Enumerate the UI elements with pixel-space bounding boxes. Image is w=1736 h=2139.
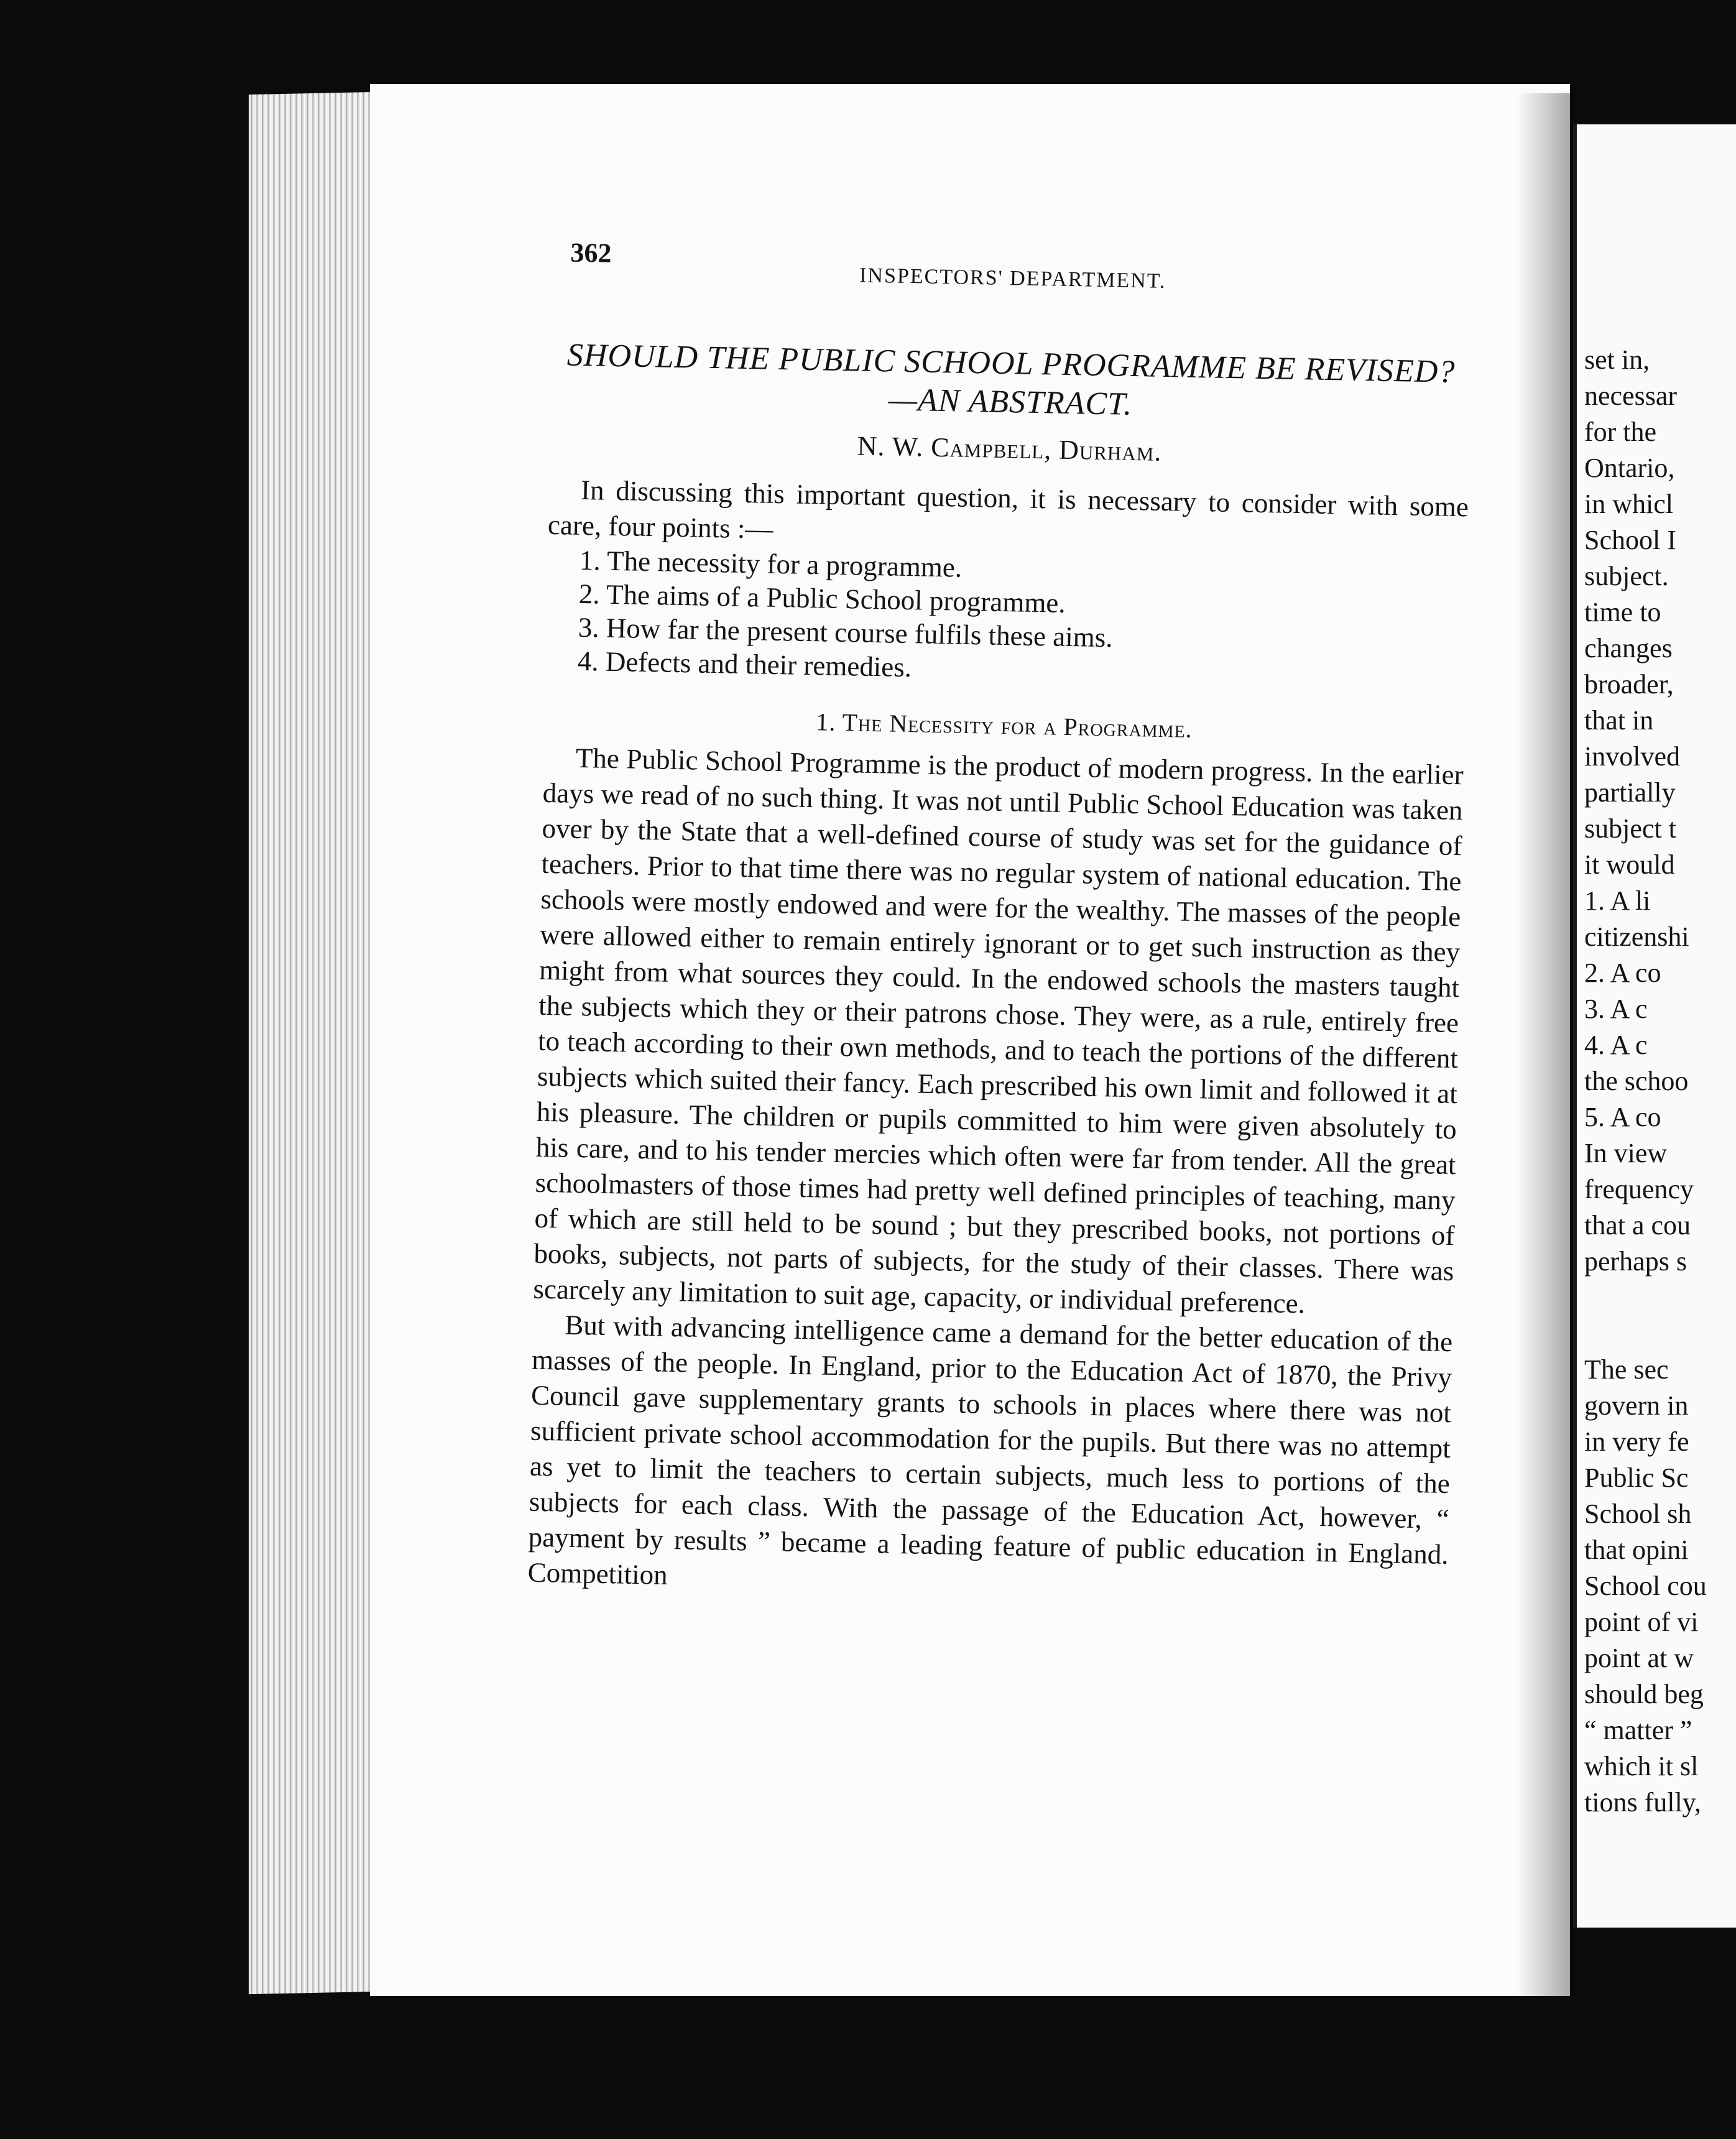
fragment-line: Public Sc [1584,1462,1689,1493]
point-item: 3. How far the present course fulfils these aims. [578,611,1114,654]
fragment-line: for the [1584,417,1657,447]
fragment-line: 5. A co [1584,1102,1661,1132]
right-page [1573,124,1736,1928]
fragment-line: which it sl [1584,1751,1699,1781]
fragment-line: tions fully, [1584,1787,1701,1818]
fragment-line: 4. A c [1584,1030,1648,1060]
fragment-line [1584,1280,1736,1316]
title-line-1: SHOULD THE PUBLIC SCHOOL PROGRAMME BE REVISED? [566,337,1456,390]
title-line-2: —AN ABSTRACT. [888,382,1133,422]
page-content [527,236,1474,1608]
fragment-line: point of vi [1584,1607,1699,1637]
fragment-line: the schoo [1584,1066,1689,1096]
point-item: 2. The aims of a Public School programme. [578,578,1066,619]
fragment-line: School cou [1584,1571,1707,1601]
author-name: N. W. Campbell, Durham. [857,430,1162,467]
fragment-line: partially [1584,777,1676,808]
fragment-line: time to [1584,597,1661,627]
body-paragraph: The Public School Programme is the product of modern progress. In the earlier days we read of no such thing. It was not until Public School Education was taken over by the State that a well-defined course of study was set for the guidance of teachers. Prior to that time there was no regular system of national education. The schools were mostly endowed and were for the wealthy. The masses of the people were allowed either to remain entirely ignorant or to get such instruction as they might from what sources they could. In the endowed schools the masters taught the subjects which they or their patrons chose. They were, as a rule, entirely free to teach according to their own methods, and to teach the portions of the different subjects which suited their fancy. Each prescribed his own limit and followed it at his pleasure. The children or pupils committed to him were given absolutely to his care, and to his tender mercies which often were far from tender. All the great schoolmasters of those times had pretty well defined principles of teaching, many of which are still held to be sound ; but they prescribed books, not portions of books, subjects, not parts of subjects, for the study of their classes. There was scarcely any limitation to suit age, capacity, or individual preference. [533,742,1464,1319]
running-head: INSPECTORS' DEPARTMENT. [859,264,1166,293]
fragment-line: subject. [1584,561,1669,591]
fragment-line: changes [1584,633,1673,663]
fragment-line: 3. A c [1584,994,1648,1024]
fragment-line: should beg [1584,1679,1704,1709]
fragment-line: Ontario, [1584,453,1675,483]
fragment-line: broader, [1584,669,1674,700]
fragment-line: that in [1584,705,1654,736]
intro-paragraph: In discussing this important question, it is necessary to consider with some care, four points :— [547,474,1469,545]
fragment-line: subject t [1584,813,1676,844]
points-list [545,543,1467,695]
fragment-line: The sec [1584,1354,1669,1385]
fragment-line: perhaps s [1584,1246,1687,1277]
fragment-line: “ matter ” [1584,1715,1692,1745]
page-number: 362 [570,237,612,269]
fragment-line: govern in [1584,1390,1689,1421]
fragment-line: School sh [1584,1499,1692,1529]
fragment-line: that a cou [1584,1210,1691,1240]
right-page-text [1584,342,1736,1821]
fragment-line: In view [1584,1138,1668,1168]
fragment-line: School I [1584,525,1676,555]
point-item: 4. Defects and their remedies. [577,645,912,683]
fragment-line: it would [1584,849,1675,880]
fragment-line: frequency [1584,1174,1694,1204]
fragment-line: 1. A li [1584,885,1651,916]
article-author [549,424,1470,473]
fragment-line: that opini [1584,1535,1689,1565]
fragment-line: set in, [1584,344,1650,375]
gutter-shadow [1517,93,1573,1996]
fragment-line: citizenshi [1584,922,1689,952]
section-heading: 1. The Necessity for a Programme. [815,708,1193,743]
fragment-line: involved [1584,741,1680,772]
fragment-line [1584,1316,1736,1352]
article-title [550,336,1472,430]
fragment-line: 2. A co [1584,958,1661,988]
fragment-line: in whicl [1584,489,1673,519]
page-edges [249,92,376,1994]
body-paragraph: But with advancing intelligence came a demand for the better education of the masses of the people. In England, prior to the Education Act of 1870, the Privy Council gave supplementary grants to schools in places where there was not sufficient private school accommodation for the pupils. But there was no attempt as yet to limit the teachers to certain subjects, much less to portions of the subjects for each class. With the passage of the Education Act, however, “ payment by results ” became a leading feature of public education in England. Competition [527,1309,1453,1591]
fragment-line: in very fe [1584,1426,1689,1457]
point-item: 1. The necessity for a programme. [579,544,963,583]
fragment-line: necessar [1584,381,1678,411]
fragment-line: point at w [1584,1643,1694,1673]
